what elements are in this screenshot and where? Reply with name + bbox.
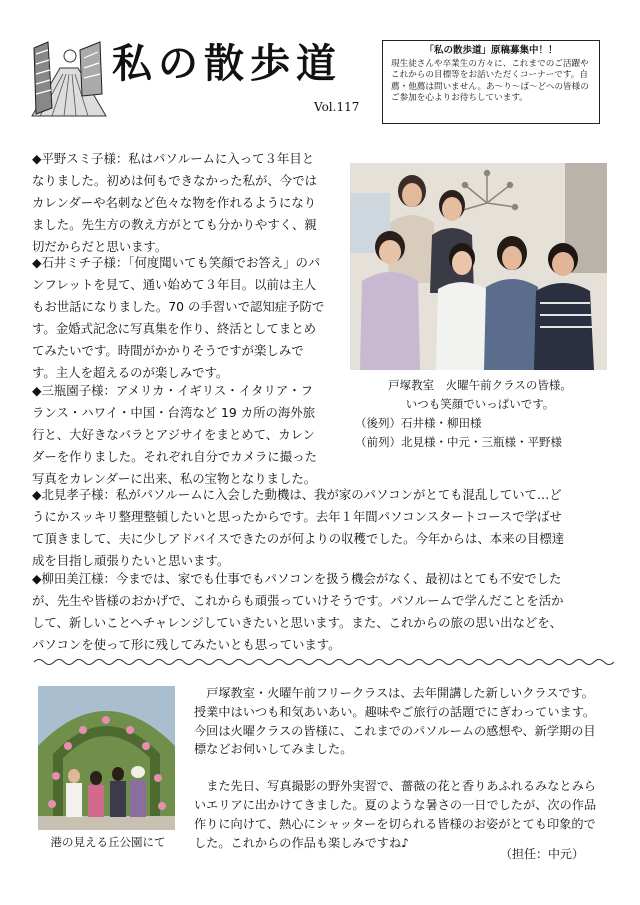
article-line: ◆三瓶園子様：アメリカ・イギリス・イタリア・フ <box>32 383 314 398</box>
article-line: うにかスッキリ整理整頓したいと思ったからです。去年１年間パソコンスタートコースで学ばせ <box>32 509 562 524</box>
street-illustration <box>30 38 108 118</box>
article-line: ランス・ハワイ・中国・台湾など 19 カ所の海外旅 <box>32 405 316 420</box>
article-line: して、新しいことへチャレンジしていきたいと思います。また、これからの旅の思い出などを、 <box>32 615 563 630</box>
article-line: ダーを作りました。それぞれ自分でカメラに撮った <box>32 449 317 464</box>
article-line: す。金婚式記念に写真集を作り、終活としてまとめ <box>32 321 316 336</box>
group-photo-caption <box>355 376 605 452</box>
article-line: 行と、大好きなバラとアジサイをまとめて、カレン <box>32 427 316 442</box>
class-group-photo <box>350 163 607 370</box>
article-line: パソコンを使って形に残してみたいとも思っています。 <box>32 637 341 652</box>
article-line: ンフレットを見て、通い始めて３年目。以前は主人 <box>32 277 317 292</box>
report-paragraph: また先日、写真撮影の野外実習で、薔薇の花と香りあふれるみなとみらいエリアに出かけてきました。夏のような暑さの一日でしたが、次の作品作りに向けて、熱心にシャッターを切られる皆様のお姿がとても印象的でした。これからの作品も楽しみですね♪ <box>194 779 597 850</box>
article-line: ◆北見孝子様：私がパソルームに入会した動機は、我が家のパソコンがとても混乱していて…ど <box>32 487 562 502</box>
recruit-body: 現生徒さんや卒業生の方々に、これまでのご活躍やこれからの目標等をお話いただくコーナーです。自薦・他薦は問いません。あ～り～ば～どへの皆様のご参加を心よりお待ちしています。 <box>391 58 589 103</box>
garden-photo-caption: 港の見える丘公園にて <box>50 835 166 849</box>
volume-number: Vol.117 <box>314 100 360 114</box>
rose-garden-photo <box>38 686 175 830</box>
article-kitami <box>32 484 614 572</box>
report-paragraph: 戸塚教室・火曜午前フリークラスは、去年開講した新しいクラスです。授業中はいつも和気あいあい。趣味やご旅行の話題でにぎわっています。今回は火曜クラスの皆様に、これまでのパソルームの感想や、新学期の目標などお伺いしてみました。 <box>194 686 596 757</box>
article-line: 写真をカレンダーに出来、私の宝物となりました。 <box>32 471 317 486</box>
article-line: す。主人を超えるのが楽しみです。 <box>32 365 229 380</box>
recruit-notice-box <box>382 40 600 124</box>
caption-line: （前列）北見様・中元・三瓶様・平野様 <box>355 435 562 449</box>
article-line: ◆石井ミチ子様：「何度聞いても笑顔でお答え」のパ <box>32 255 321 270</box>
article-line: ◆柳田美江様：今までは、家でも仕事でもパソコンを扱う機会がなく、最初はとても不安でした <box>32 571 562 586</box>
article-yanagida <box>32 568 614 656</box>
caption-line: （後列）石井様・柳田様 <box>355 416 482 430</box>
recruit-title: 「私の散歩道」原稿募集中！！ <box>424 45 558 56</box>
article-line: てみたいです。時間がかかりそうですが楽しみで <box>32 343 304 358</box>
article-line: 切だからだと思います。 <box>32 239 168 254</box>
article-line: なりました。初めは何もできなかった私が、今では <box>32 173 317 188</box>
article-ishii <box>32 252 342 384</box>
article-line: ました。先生方の教え方がとても分かりやすく、親 <box>32 217 317 232</box>
article-line: ◆平野スミ子様：私はパソルームに入って３年目と <box>32 151 315 166</box>
article-line: カレンダーや名刺など色々な物を作れるようになり <box>32 195 317 210</box>
article-sanpei <box>32 380 342 490</box>
article-line: が、先生や皆様のおかげで、これからも頑張っていけそうです。パソルームで学んだことを活か <box>32 593 564 608</box>
teacher-credit: （担任：中元） <box>500 847 585 861</box>
article-line: もお世話になりました。70 の手習いで認知症予防で <box>32 299 325 314</box>
wavy-divider <box>34 656 614 668</box>
class-report <box>194 684 604 852</box>
caption-line: 戸塚教室 火曜午前クラスの皆様。 <box>388 378 572 392</box>
caption-line: いつも笑顔でいっぱいです。 <box>405 397 555 411</box>
article-hirano <box>32 148 342 258</box>
article-line: て頂きまして、夫に少しアドバイスできたのが何よりの収穫でした。今年からは、本来の目標達 <box>32 531 565 546</box>
page-title: 私の散歩道 <box>112 40 342 87</box>
article-line: 成を目指し頑張りたいと思います。 <box>32 553 230 568</box>
